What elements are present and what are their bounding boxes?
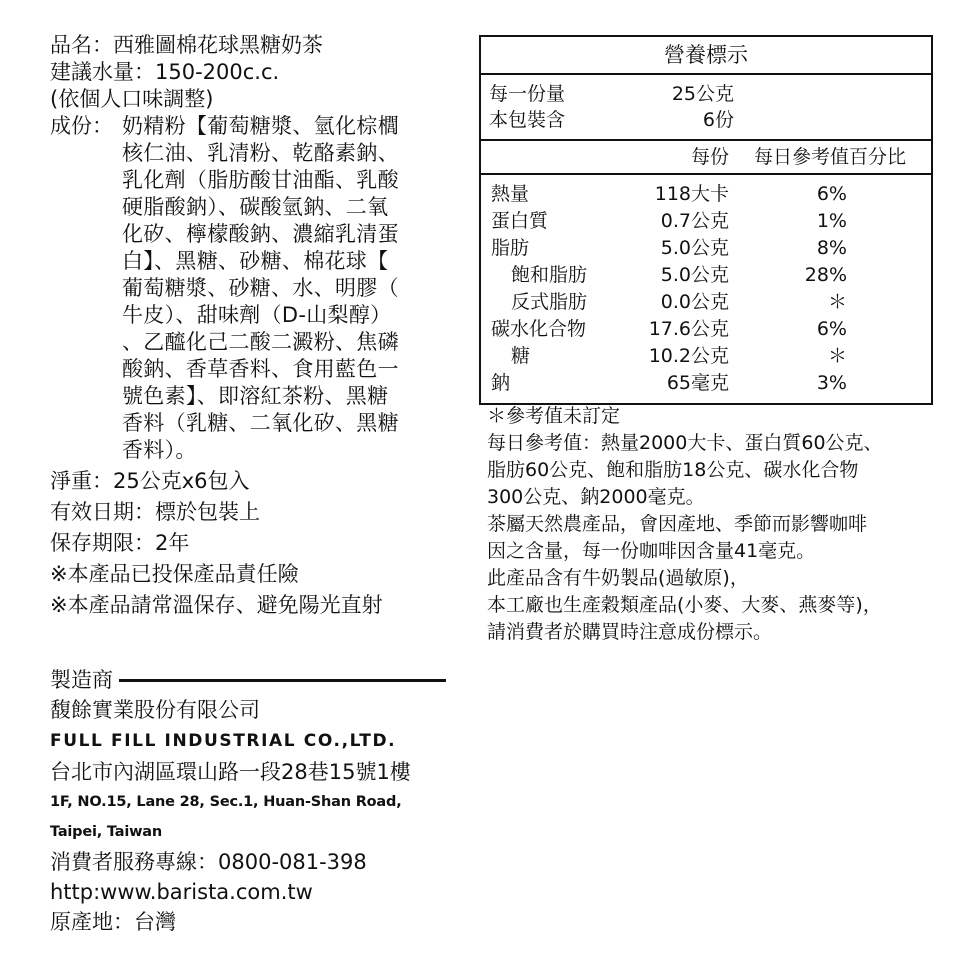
ingredients-line: 香料（乳糖、二氧化矽、黑糖: [122, 411, 399, 435]
nutrient-value: 5.0公克: [660, 264, 729, 286]
nutrition-notes: [487, 403, 947, 646]
note-line: 脂肪60公克、飽和脂肪18公克、碳水化合物: [487, 459, 859, 481]
ingredients-line: 香料）。: [122, 438, 197, 462]
nutrition-title: 營養標示: [481, 37, 931, 75]
note-line: 本工廠也生產穀類產品(小麥、大麥、燕麥等)，: [487, 594, 882, 616]
table-row: [481, 370, 931, 397]
ingredients-line: 奶精粉【葡萄糖漿、氫化棕櫚: [122, 114, 399, 138]
nutrient-value: 65毫克: [666, 372, 729, 394]
net-weight: 淨重：25公克x6包入: [50, 469, 250, 493]
nutrient-name: 熱量: [491, 183, 530, 205]
shelf-life: 保存期限：2年: [50, 531, 190, 555]
ingredients-line: 乳化劑（脂肪酸甘油酯、乳酸: [122, 168, 399, 192]
ingredients-line: 牛皮）、甜味劑（D-山梨醇）: [122, 303, 392, 327]
company-name-zh: 馥餘實業股份有限公司: [50, 698, 260, 722]
daily-value-header: 每日參考值百分比: [753, 146, 906, 168]
nutrient-daily-pct: ＊: [827, 345, 847, 367]
servings-per-pack-label: 本包裝含: [489, 109, 566, 131]
expiry-date: 有效日期：標於包裝上: [50, 500, 260, 524]
nutrient-name: 鈉: [491, 372, 511, 394]
nutrient-name: 脂肪: [491, 237, 530, 259]
servings-per-pack-value: 6份: [702, 109, 734, 131]
nutrition-rows: [481, 175, 931, 403]
note-line: 300公克、鈉2000毫克。: [487, 486, 705, 508]
manufacturer-heading-row: [50, 665, 460, 695]
manufacturer-heading: 製造商: [50, 668, 113, 692]
product-name: 品名：西雅圖棉花球黑糖奶茶: [50, 33, 323, 57]
company-name-en: FULL FILL INDUSTRIAL CO.,LTD.: [50, 731, 397, 751]
taste-note: (依個人口味調整): [50, 87, 214, 111]
nutrient-value: 0.7公克: [660, 210, 729, 232]
table-row: [481, 208, 931, 235]
ingredients-line: 白】、黑糖、砂糖、棉花球【: [122, 249, 389, 273]
nutrient-daily-pct: 8%: [816, 237, 847, 259]
table-row: [481, 343, 931, 370]
ingredients-label: 成份：: [50, 114, 113, 138]
divider: [119, 679, 446, 682]
nutrition-facts-table: [479, 35, 933, 405]
ingredients-line: 核仁油、乳清粉、乾酪素鈉、: [122, 141, 399, 165]
ingredients-text: [122, 113, 450, 464]
table-row: [481, 262, 931, 289]
address-en-line2: Taipei, Taiwan: [50, 824, 162, 840]
ingredients-line: 酸鈉、香草香料、食用藍色一: [122, 357, 399, 381]
nutrient-name: 蛋白質: [491, 210, 549, 232]
country-of-origin: 原產地：台灣: [50, 910, 176, 934]
water-amount: 建議水量：150-200c.c.: [50, 60, 280, 84]
nutrient-daily-pct: 1%: [816, 210, 847, 232]
insurance-note: ※本產品已投保產品責任險: [50, 562, 299, 586]
nutrient-daily-pct: 6%: [816, 183, 847, 205]
nutrient-daily-pct: 3%: [816, 372, 847, 394]
serving-size-value: 25公克: [671, 83, 734, 105]
address-zh: 台北市內湖區環山路一段28巷15號1樓: [50, 760, 411, 784]
per-serving-header: 每份: [690, 146, 729, 168]
ingredients-line: 硬脂酸鈉）、碳酸氫鈉、二氧: [122, 195, 389, 219]
nutrition-column-headers: [481, 141, 931, 175]
serving-info: [481, 75, 931, 141]
nutrient-name: 碳水化合物: [491, 318, 587, 340]
address-en-line1: 1F, NO.15, Lane 28, Sec.1, Huan-Shan Road,: [50, 794, 402, 810]
note-line: 每日參考值：熱量2000大卡、蛋白質60公克、: [487, 432, 883, 454]
nutrient-name: 飽和脂肪: [511, 264, 588, 286]
nutrient-value: 118大卡: [654, 183, 729, 205]
ingredients-line: 化矽、檸檬酸鈉、濃縮乳清蛋: [122, 222, 399, 246]
nutrient-daily-pct: ＊: [827, 291, 847, 313]
table-row: [481, 181, 931, 208]
nutrient-name: 糖: [511, 345, 531, 367]
serving-size-row: [489, 81, 923, 107]
note-line: 此產品含有牛奶製品(過敏原)，: [487, 567, 749, 589]
table-row: [481, 289, 931, 316]
nutrient-value: 5.0公克: [660, 237, 729, 259]
ingredients-line: 、乙醯化己二酸二澱粉、焦磷: [122, 330, 399, 354]
note-line: 茶屬天然農產品，會因產地、季節而影響咖啡: [487, 513, 868, 535]
website: http:www.barista.com.tw: [50, 880, 313, 904]
ingredients-line: 葡萄糖漿、砂糖、水、明膠（: [122, 276, 399, 300]
nutrient-value: 17.6公克: [648, 318, 729, 340]
product-info: [50, 32, 450, 621]
manufacturer-info: [50, 665, 460, 937]
service-hotline: 消費者服務專線：0800-081-398: [50, 850, 367, 874]
nutrient-daily-pct: 6%: [816, 318, 847, 340]
nutrient-value: 10.2公克: [648, 345, 729, 367]
note-line: 請消費者於購買時注意成份標示。: [487, 621, 773, 643]
servings-per-pack-row: [489, 107, 923, 133]
ingredients-line: 號色素】、即溶紅茶粉、黑糖: [122, 384, 389, 408]
table-row: [481, 316, 931, 343]
serving-size-label: 每一份量: [489, 83, 566, 105]
table-row: [481, 235, 931, 262]
nutrient-value: 0.0公克: [660, 291, 729, 313]
nutrient-name: 反式脂肪: [511, 291, 588, 313]
ingredients: [50, 113, 450, 464]
storage-note: ※本產品請常溫保存、避免陽光直射: [50, 593, 383, 617]
note-line: ＊參考值未訂定: [487, 405, 621, 427]
nutrient-daily-pct: 28%: [804, 264, 847, 286]
note-line: 因之含量，每一份咖啡因含量41毫克。: [487, 540, 816, 562]
product-details: [50, 466, 450, 621]
